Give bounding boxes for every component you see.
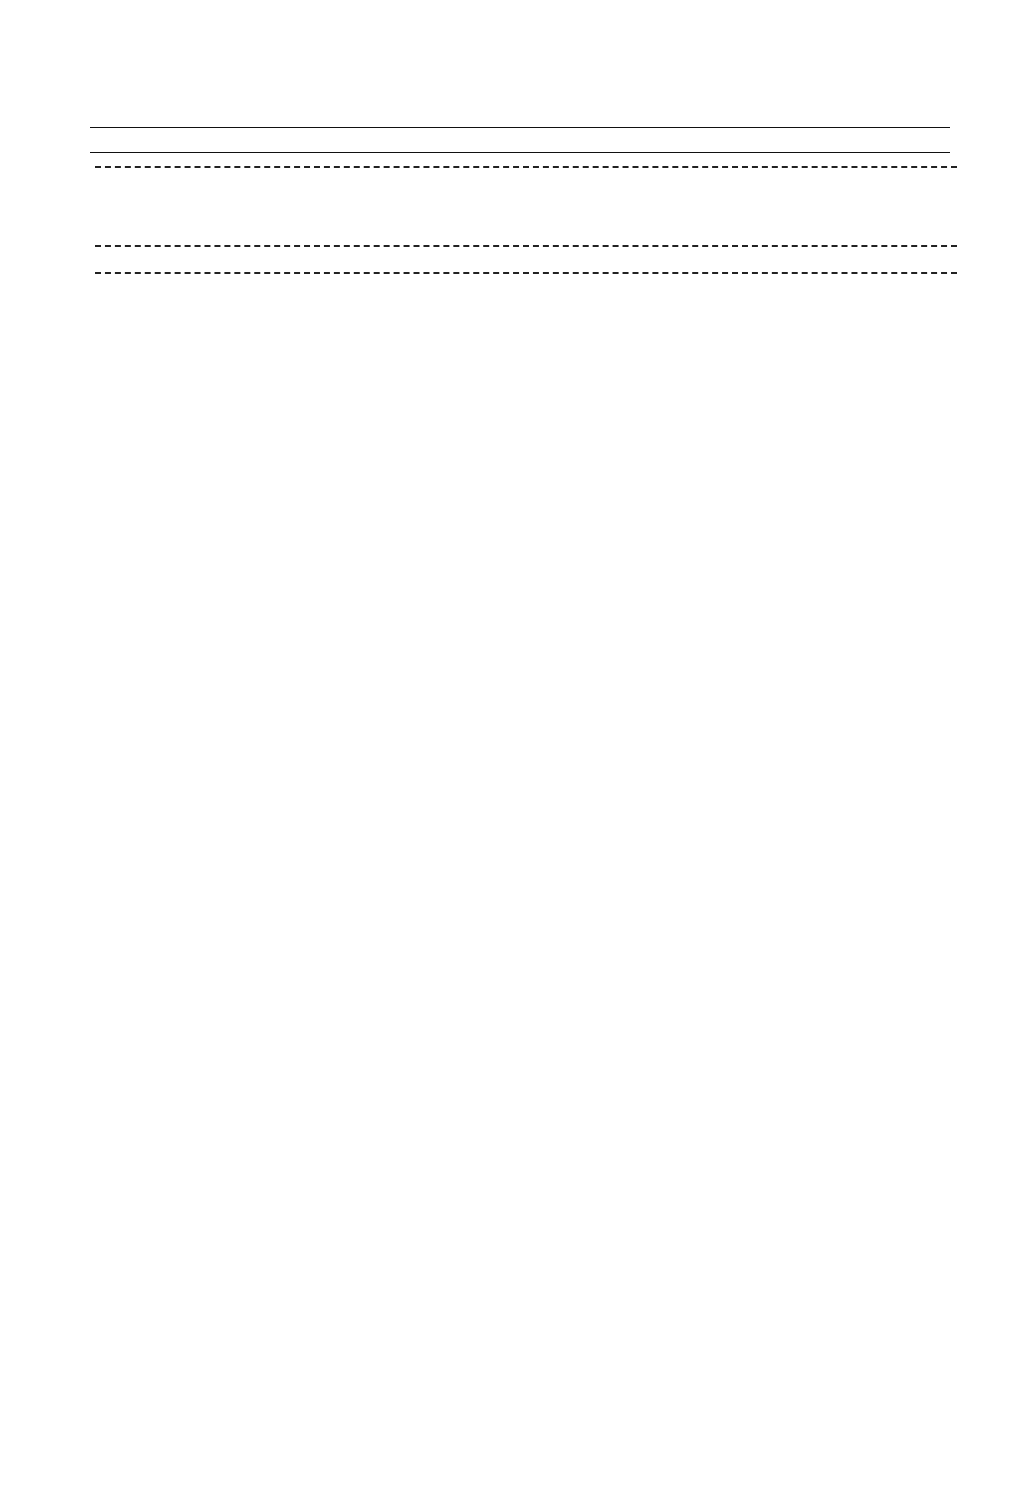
header-rule bbox=[90, 127, 950, 128]
header-bottom-rule bbox=[95, 245, 957, 247]
title-rule bbox=[90, 152, 950, 153]
table-top-rule bbox=[95, 166, 957, 168]
numbering-rule bbox=[95, 272, 957, 274]
